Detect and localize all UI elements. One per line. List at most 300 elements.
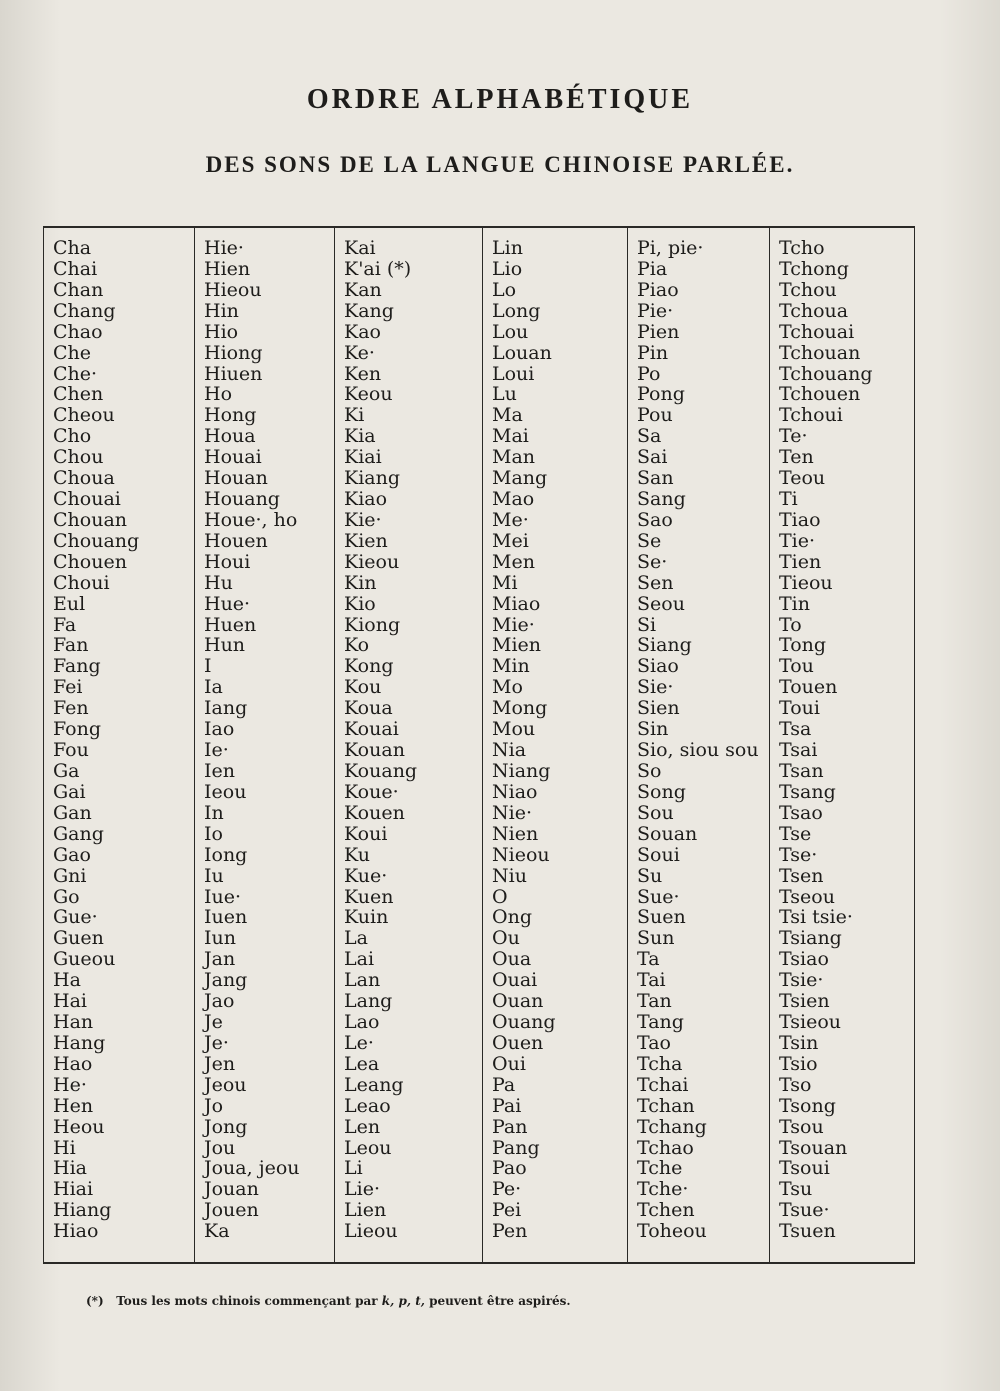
syllable-entry: Tchoui bbox=[779, 404, 843, 427]
syllable-entry: Fou bbox=[53, 739, 89, 762]
syllable-entry: Mien bbox=[492, 634, 542, 657]
syllable-entry: Hu bbox=[204, 571, 233, 594]
syllable-entry: Me· bbox=[492, 508, 529, 531]
syllable-entry: Leang bbox=[344, 1073, 404, 1096]
syllable-entry: Chai bbox=[53, 257, 98, 280]
syllable-entry: Cha bbox=[53, 237, 92, 259]
syllable-entry: Sou bbox=[637, 801, 674, 824]
syllable-entry: Loui bbox=[492, 362, 535, 385]
syllable-entry: Tsou bbox=[779, 1115, 824, 1138]
syllable-entry: Tai bbox=[637, 969, 666, 992]
syllable-entry: Pin bbox=[637, 341, 669, 364]
syllable-entry: In bbox=[204, 801, 224, 824]
table-column-3 bbox=[334, 228, 482, 1262]
syllable-entry: Hia bbox=[53, 1157, 87, 1180]
syllable-entry: Go bbox=[53, 885, 80, 908]
syllable-entry: Ken bbox=[344, 362, 382, 385]
syllable-entry: Tchao bbox=[637, 1136, 694, 1159]
syllable-entry: To bbox=[779, 613, 802, 636]
syllable-entry: Leao bbox=[344, 1094, 391, 1117]
syllable-entry: Mei bbox=[492, 529, 529, 552]
syllable-entry: Gan bbox=[53, 801, 92, 824]
syllable-entry: Pa bbox=[492, 1073, 516, 1096]
syllable-entry: Gang bbox=[53, 822, 104, 845]
syllable-entry: Kao bbox=[344, 320, 381, 343]
syllable-entry: Tsien bbox=[779, 990, 830, 1013]
syllable-entry: Hang bbox=[53, 1031, 106, 1054]
syllable-entry: Sue· bbox=[637, 885, 680, 908]
syllable-entry: Tsoui bbox=[779, 1157, 830, 1180]
syllable-entry: Je· bbox=[204, 1031, 229, 1054]
page-title: ORDRE ALPHABÉTIQUE bbox=[306, 84, 694, 115]
syllable-entry: Oua bbox=[492, 948, 532, 971]
syllable-entry: Iang bbox=[204, 697, 248, 720]
syllable-entry: Lao bbox=[344, 1011, 380, 1034]
syllable-entry: Hue· bbox=[204, 592, 251, 615]
syllable-entry: Suen bbox=[637, 906, 686, 929]
syllable-entry: Io bbox=[204, 822, 223, 845]
syllable-entry: Houen bbox=[204, 529, 268, 552]
syllable-entry: Ouan bbox=[492, 990, 544, 1013]
syllable-entry: Kouan bbox=[344, 739, 405, 762]
syllable-entry: Tchou bbox=[779, 278, 837, 301]
syllable-entry: Tcha bbox=[637, 1052, 683, 1075]
syllable-entry: Ouen bbox=[492, 1031, 544, 1054]
syllable-entry: Man bbox=[492, 446, 536, 469]
syllable-entry: Kan bbox=[344, 278, 382, 301]
syllable-entry: Piao bbox=[637, 278, 679, 301]
syllable-entry: Kia bbox=[344, 425, 376, 448]
syllable-entry: Kouang bbox=[344, 760, 418, 782]
syllable-entry: Houi bbox=[204, 550, 251, 573]
syllable-entry: Jouen bbox=[204, 1199, 259, 1222]
syllable-entry: Tchong bbox=[779, 257, 849, 280]
syllable-entry: Seou bbox=[637, 592, 685, 615]
syllable-entry: Tsang bbox=[779, 780, 836, 803]
syllable-entry: Tsuen bbox=[779, 1220, 836, 1243]
syllable-entry: Cheou bbox=[53, 404, 115, 427]
syllable-entry: Su bbox=[637, 864, 663, 887]
syllable-entry: Hao bbox=[53, 1052, 93, 1075]
syllable-entry: Fen bbox=[53, 697, 89, 720]
syllable-entry: Nie· bbox=[492, 801, 532, 824]
syllable-table bbox=[43, 226, 915, 1264]
syllable-entry: Hun bbox=[204, 634, 246, 657]
syllable-entry: Houai bbox=[204, 446, 262, 469]
syllable-entry: Fang bbox=[53, 655, 101, 678]
syllable-entry: Mao bbox=[492, 488, 535, 511]
syllable-entry: Tsio bbox=[779, 1052, 818, 1075]
syllable-entry: Nia bbox=[492, 739, 527, 762]
syllable-entry: Kouai bbox=[344, 718, 399, 741]
syllable-entry: Hi bbox=[53, 1136, 76, 1159]
table-column-6 bbox=[769, 228, 914, 1262]
syllable-entry: Toheou bbox=[637, 1220, 707, 1243]
syllable-entry: Chouang bbox=[53, 529, 140, 552]
syllable-entry: Jo bbox=[204, 1094, 224, 1117]
syllable-entry: Touen bbox=[779, 676, 838, 699]
syllable-entry: Tien bbox=[779, 550, 822, 573]
syllable-entry: Hiao bbox=[53, 1220, 99, 1243]
syllable-entry: Heou bbox=[53, 1115, 105, 1138]
syllable-entry: Ha bbox=[53, 969, 81, 992]
syllable-entry: Ouang bbox=[492, 1011, 556, 1034]
syllable-entry: Jou bbox=[204, 1136, 236, 1159]
syllable-entry: Kuen bbox=[344, 885, 394, 908]
table-column-2 bbox=[194, 228, 334, 1262]
syllable-entry: Tsai bbox=[779, 739, 818, 762]
syllable-entry: Ieou bbox=[204, 780, 247, 803]
syllable-entry: Se bbox=[637, 529, 662, 552]
syllable-entry: Chouen bbox=[53, 550, 127, 573]
syllable-entry: Tse· bbox=[779, 843, 818, 866]
syllable-entry: Siao bbox=[637, 655, 679, 678]
syllable-entry: K'ai (*) bbox=[344, 257, 412, 280]
syllable-entry: Gue· bbox=[53, 906, 98, 929]
syllable-entry: Sun bbox=[637, 927, 675, 950]
syllable-entry: Tchouan bbox=[779, 341, 861, 364]
syllable-entry: Kiao bbox=[344, 488, 388, 511]
syllable-entry: Ou bbox=[492, 927, 520, 950]
footnote-text-after: peuvent être aspirés. bbox=[429, 1294, 571, 1308]
syllable-entry: Che bbox=[53, 341, 92, 364]
syllable-entry: Tsieou bbox=[779, 1011, 842, 1034]
syllable-entry: Tcho bbox=[779, 237, 825, 259]
syllable-entry: Sai bbox=[637, 446, 668, 469]
syllable-entry: Tao bbox=[637, 1031, 671, 1054]
syllable-entry: Iong bbox=[204, 843, 248, 866]
syllable-entry: Souan bbox=[637, 822, 698, 845]
syllable-entry: Ta bbox=[637, 948, 660, 971]
syllable-entry: Kie· bbox=[344, 508, 382, 531]
syllable-entry: Hen bbox=[53, 1094, 94, 1117]
syllable-entry: Houan bbox=[204, 467, 268, 490]
syllable-entry: Iun bbox=[204, 927, 236, 950]
syllable-entry: Se· bbox=[637, 550, 668, 573]
syllable-entry: Kou bbox=[344, 676, 382, 699]
syllable-entry: Kin bbox=[344, 571, 377, 594]
syllable-entry: Kang bbox=[344, 299, 394, 322]
syllable-entry: Tiao bbox=[779, 508, 821, 531]
syllable-entry: Lai bbox=[344, 948, 375, 971]
syllable-entry: Hiong bbox=[204, 341, 263, 364]
syllable-entry: Iao bbox=[204, 718, 235, 741]
syllable-entry: Pi, pie· bbox=[637, 237, 704, 259]
syllable-entry: Lu bbox=[492, 383, 517, 406]
syllable-entry: Lie· bbox=[344, 1178, 380, 1201]
syllable-entry: Tin bbox=[779, 592, 810, 615]
syllable-entry: Jang bbox=[204, 969, 248, 992]
syllable-entry: Niu bbox=[492, 864, 527, 887]
syllable-entry: Pao bbox=[492, 1157, 527, 1180]
syllable-entry: Jong bbox=[204, 1115, 248, 1138]
syllable-entry: Iu bbox=[204, 864, 224, 887]
syllable-entry: Lio bbox=[492, 257, 523, 280]
syllable-entry: Choua bbox=[53, 467, 115, 490]
syllable-entry: Lien bbox=[344, 1199, 387, 1222]
syllable-entry: Tche· bbox=[637, 1178, 689, 1201]
syllable-entry: Gueou bbox=[53, 948, 116, 971]
syllable-entry: Jeou bbox=[204, 1073, 247, 1096]
syllable-entry: Tseou bbox=[779, 885, 835, 908]
syllable-entry: Eul bbox=[53, 592, 86, 615]
syllable-entry: Siang bbox=[637, 634, 692, 657]
footnote bbox=[86, 1294, 571, 1308]
table-column-4 bbox=[482, 228, 627, 1262]
syllable-entry: Tsong bbox=[779, 1094, 836, 1117]
syllable-entry: Chang bbox=[53, 299, 116, 322]
syllable-entry: Kien bbox=[344, 529, 388, 552]
syllable-entry: Tsouan bbox=[779, 1136, 848, 1159]
syllable-entry: Hiai bbox=[53, 1178, 94, 1201]
syllable-entry: Pia bbox=[637, 257, 668, 280]
syllable-entry: Lou bbox=[492, 320, 529, 343]
syllable-entry: Ga bbox=[53, 760, 80, 782]
syllable-entry: Ma bbox=[492, 404, 523, 427]
syllable-entry: Koue· bbox=[344, 780, 399, 803]
syllable-entry: Tsue· bbox=[779, 1199, 830, 1222]
syllable-entry: O bbox=[492, 885, 508, 908]
syllable-entry: Guen bbox=[53, 927, 104, 950]
syllable-entry: Tchang bbox=[637, 1115, 707, 1138]
syllable-entry: Song bbox=[637, 780, 686, 803]
syllable-entry: Iue· bbox=[204, 885, 242, 908]
syllable-entry: Lieou bbox=[344, 1220, 398, 1243]
syllable-entry: Kio bbox=[344, 592, 376, 615]
syllable-entry: Pei bbox=[492, 1199, 522, 1222]
syllable-entry: Tchan bbox=[637, 1094, 695, 1117]
syllable-entry: Tso bbox=[779, 1073, 812, 1096]
syllable-entry: Pe· bbox=[492, 1178, 522, 1201]
syllable-entry: Tchoua bbox=[779, 299, 849, 322]
syllable-entry: Chen bbox=[53, 383, 104, 406]
syllable-entry: Mong bbox=[492, 697, 548, 720]
syllable-entry: Niao bbox=[492, 780, 538, 803]
syllable-entry: Jan bbox=[204, 948, 236, 971]
syllable-entry: Tchouang bbox=[779, 362, 873, 385]
syllable-entry: Hieou bbox=[204, 278, 262, 301]
syllable-entry: Tsao bbox=[779, 801, 823, 824]
syllable-entry: Tsen bbox=[779, 864, 824, 887]
syllable-entry: Koui bbox=[344, 822, 388, 845]
syllable-entry: Sen bbox=[637, 571, 674, 594]
syllable-entry: Sao bbox=[637, 508, 673, 531]
syllable-entry: Kue· bbox=[344, 864, 388, 887]
syllable-entry: Men bbox=[492, 550, 535, 573]
syllable-entry: Te· bbox=[779, 425, 808, 448]
syllable-entry: Hie· bbox=[204, 237, 244, 259]
syllable-entry: Chouai bbox=[53, 488, 121, 511]
syllable-entry: Lin bbox=[492, 237, 523, 259]
syllable-entry: Hio bbox=[204, 320, 239, 343]
syllable-entry: Mi bbox=[492, 571, 518, 594]
syllable-entry: Ong bbox=[492, 906, 532, 929]
syllable-entry: Kouen bbox=[344, 801, 405, 824]
syllable-entry: Ko bbox=[344, 634, 370, 657]
syllable-entry: Teou bbox=[779, 467, 826, 490]
syllable-entry: Li bbox=[344, 1157, 363, 1180]
syllable-entry: Mang bbox=[492, 467, 548, 490]
syllable-entry: Pang bbox=[492, 1136, 540, 1159]
syllable-entry: Han bbox=[53, 1011, 94, 1034]
syllable-entry: Kiang bbox=[344, 467, 400, 490]
syllable-entry: Tsin bbox=[779, 1031, 819, 1054]
syllable-entry: Tchouai bbox=[779, 320, 855, 343]
syllable-entry: Mai bbox=[492, 425, 529, 448]
syllable-entry: Pan bbox=[492, 1115, 528, 1138]
syllable-entry: Mou bbox=[492, 718, 536, 741]
syllable-entry: Hin bbox=[204, 299, 239, 322]
syllable-entry: Tchai bbox=[637, 1073, 689, 1096]
syllable-entry: Cho bbox=[53, 425, 92, 448]
syllable-entry: Kiong bbox=[344, 613, 401, 636]
syllable-entry: I bbox=[204, 655, 212, 678]
syllable-entry: Pen bbox=[492, 1220, 528, 1243]
syllable-entry: Fan bbox=[53, 634, 89, 657]
syllable-entry: Sa bbox=[637, 425, 662, 448]
syllable-entry: Koua bbox=[344, 697, 393, 720]
syllable-entry: Fa bbox=[53, 613, 77, 636]
syllable-entry: Tan bbox=[637, 990, 672, 1013]
syllable-entry: Houang bbox=[204, 488, 280, 511]
syllable-entry: Nien bbox=[492, 822, 539, 845]
syllable-entry: Tieou bbox=[779, 571, 833, 594]
syllable-entry: Fong bbox=[53, 718, 101, 741]
syllable-entry: Tsie· bbox=[779, 969, 824, 992]
syllable-entry: Lang bbox=[344, 990, 393, 1013]
syllable-entry: Houa bbox=[204, 425, 256, 448]
footnote-text-before: Tous les mots chinois commençant par bbox=[116, 1294, 378, 1308]
syllable-entry: He· bbox=[53, 1073, 87, 1096]
syllable-entry: Tse bbox=[779, 822, 812, 845]
syllable-entry: Iuen bbox=[204, 906, 248, 929]
syllable-entry: San bbox=[637, 467, 674, 490]
syllable-entry: Toui bbox=[779, 697, 820, 720]
syllable-entry: Ke· bbox=[344, 341, 375, 364]
syllable-entry: Miao bbox=[492, 592, 541, 615]
syllable-entry: Hong bbox=[204, 404, 257, 427]
syllable-entry: Tsiao bbox=[779, 948, 829, 971]
syllable-entry: Keou bbox=[344, 383, 393, 406]
syllable-entry: Chouan bbox=[53, 508, 128, 531]
syllable-entry: Sio, siou sou bbox=[637, 739, 759, 762]
syllable-entry: Po bbox=[637, 362, 661, 385]
syllable-entry: Kai bbox=[344, 237, 376, 259]
syllable-entry: Sien bbox=[637, 697, 680, 720]
syllable-entry: Ten bbox=[779, 446, 814, 469]
footnote-mark: (*) bbox=[86, 1294, 104, 1308]
syllable-entry: Jao bbox=[204, 990, 235, 1013]
syllable-entry: Tchouen bbox=[779, 383, 861, 406]
syllable-entry: Gni bbox=[53, 864, 87, 887]
syllable-entry: Pie· bbox=[637, 299, 674, 322]
syllable-entry: Si bbox=[637, 613, 657, 636]
syllable-entry: So bbox=[637, 760, 662, 782]
syllable-entry: Gai bbox=[53, 780, 86, 803]
page-subtitle: DES SONS DE LA LANGUE CHINOISE PARLÉE. bbox=[205, 152, 795, 177]
syllable-entry: Lea bbox=[344, 1052, 380, 1075]
syllable-entry: Tsi tsie· bbox=[779, 906, 853, 929]
syllable-entry: Huen bbox=[204, 613, 257, 636]
syllable-entry: Jen bbox=[204, 1052, 236, 1075]
syllable-entry: Pien bbox=[637, 320, 680, 343]
syllable-entry: Lan bbox=[344, 969, 381, 992]
syllable-entry: Pong bbox=[637, 383, 685, 406]
syllable-entry: Sang bbox=[637, 488, 686, 511]
syllable-entry: Ia bbox=[204, 676, 223, 699]
syllable-entry: Jouan bbox=[204, 1178, 259, 1201]
syllable-entry: Houe·, ho bbox=[204, 508, 298, 531]
syllable-entry: Mo bbox=[492, 676, 523, 699]
syllable-entry: Ouai bbox=[492, 969, 538, 992]
syllable-entry: Gao bbox=[53, 843, 91, 866]
syllable-entry: Joua, jeou bbox=[204, 1157, 300, 1180]
syllable-entry: Pai bbox=[492, 1094, 522, 1117]
syllable-entry: Ku bbox=[344, 843, 371, 866]
syllable-entry: Ka bbox=[204, 1220, 230, 1243]
syllable-entry: Tsu bbox=[779, 1178, 813, 1201]
syllable-entry: Ie· bbox=[204, 739, 229, 762]
syllable-entry: Tong bbox=[779, 634, 827, 657]
syllable-entry: Tou bbox=[779, 655, 814, 678]
syllable-entry: Tang bbox=[637, 1011, 684, 1034]
syllable-entry: Sin bbox=[637, 718, 669, 741]
syllable-entry: Tie· bbox=[779, 529, 816, 552]
syllable-entry: Soui bbox=[637, 843, 680, 866]
syllable-entry: Kieou bbox=[344, 550, 400, 573]
syllable-entry: Nieou bbox=[492, 843, 550, 866]
syllable-entry: Le· bbox=[344, 1031, 374, 1054]
syllable-entry: Chao bbox=[53, 320, 103, 343]
syllable-entry: Long bbox=[492, 299, 541, 322]
syllable-entry: Hiang bbox=[53, 1199, 112, 1222]
syllable-entry: Ien bbox=[204, 760, 235, 782]
syllable-entry: Hiuen bbox=[204, 362, 263, 385]
syllable-entry: Kuin bbox=[344, 906, 389, 929]
table-column-5 bbox=[627, 228, 769, 1262]
syllable-entry: Tchen bbox=[637, 1199, 695, 1222]
syllable-entry: Leou bbox=[344, 1136, 392, 1159]
syllable-entry: Fei bbox=[53, 676, 83, 699]
syllable-entry: Chan bbox=[53, 278, 104, 301]
syllable-entry: Ki bbox=[344, 404, 365, 427]
syllable-entry: Ho bbox=[204, 383, 233, 406]
syllable-entry: Je bbox=[204, 1011, 223, 1034]
syllable-entry: Chou bbox=[53, 446, 104, 469]
footnote-letters: k, p, t, bbox=[381, 1294, 425, 1308]
syllable-entry: Hai bbox=[53, 990, 87, 1013]
syllable-entry: Hien bbox=[204, 257, 251, 280]
syllable-entry: Che· bbox=[53, 362, 98, 385]
syllable-entry: Tsiang bbox=[779, 927, 842, 950]
syllable-entry: Lo bbox=[492, 278, 517, 301]
syllable-entry: Oui bbox=[492, 1052, 526, 1075]
syllable-entry: Louan bbox=[492, 341, 552, 364]
syllable-entry: Pou bbox=[637, 404, 673, 427]
syllable-entry: Min bbox=[492, 655, 530, 678]
syllable-entry: Mie· bbox=[492, 613, 535, 636]
syllable-entry: Kiai bbox=[344, 446, 382, 469]
syllable-entry: Kong bbox=[344, 655, 394, 678]
syllable-entry: Niang bbox=[492, 760, 551, 782]
syllable-entry: Tsa bbox=[779, 718, 812, 741]
syllable-entry: Tsan bbox=[779, 760, 824, 782]
syllable-entry: Len bbox=[344, 1115, 381, 1138]
syllable-entry: Choui bbox=[53, 571, 110, 594]
syllable-entry: Sie· bbox=[637, 676, 674, 699]
syllable-entry: Ti bbox=[779, 488, 798, 511]
syllable-entry: La bbox=[344, 927, 368, 950]
